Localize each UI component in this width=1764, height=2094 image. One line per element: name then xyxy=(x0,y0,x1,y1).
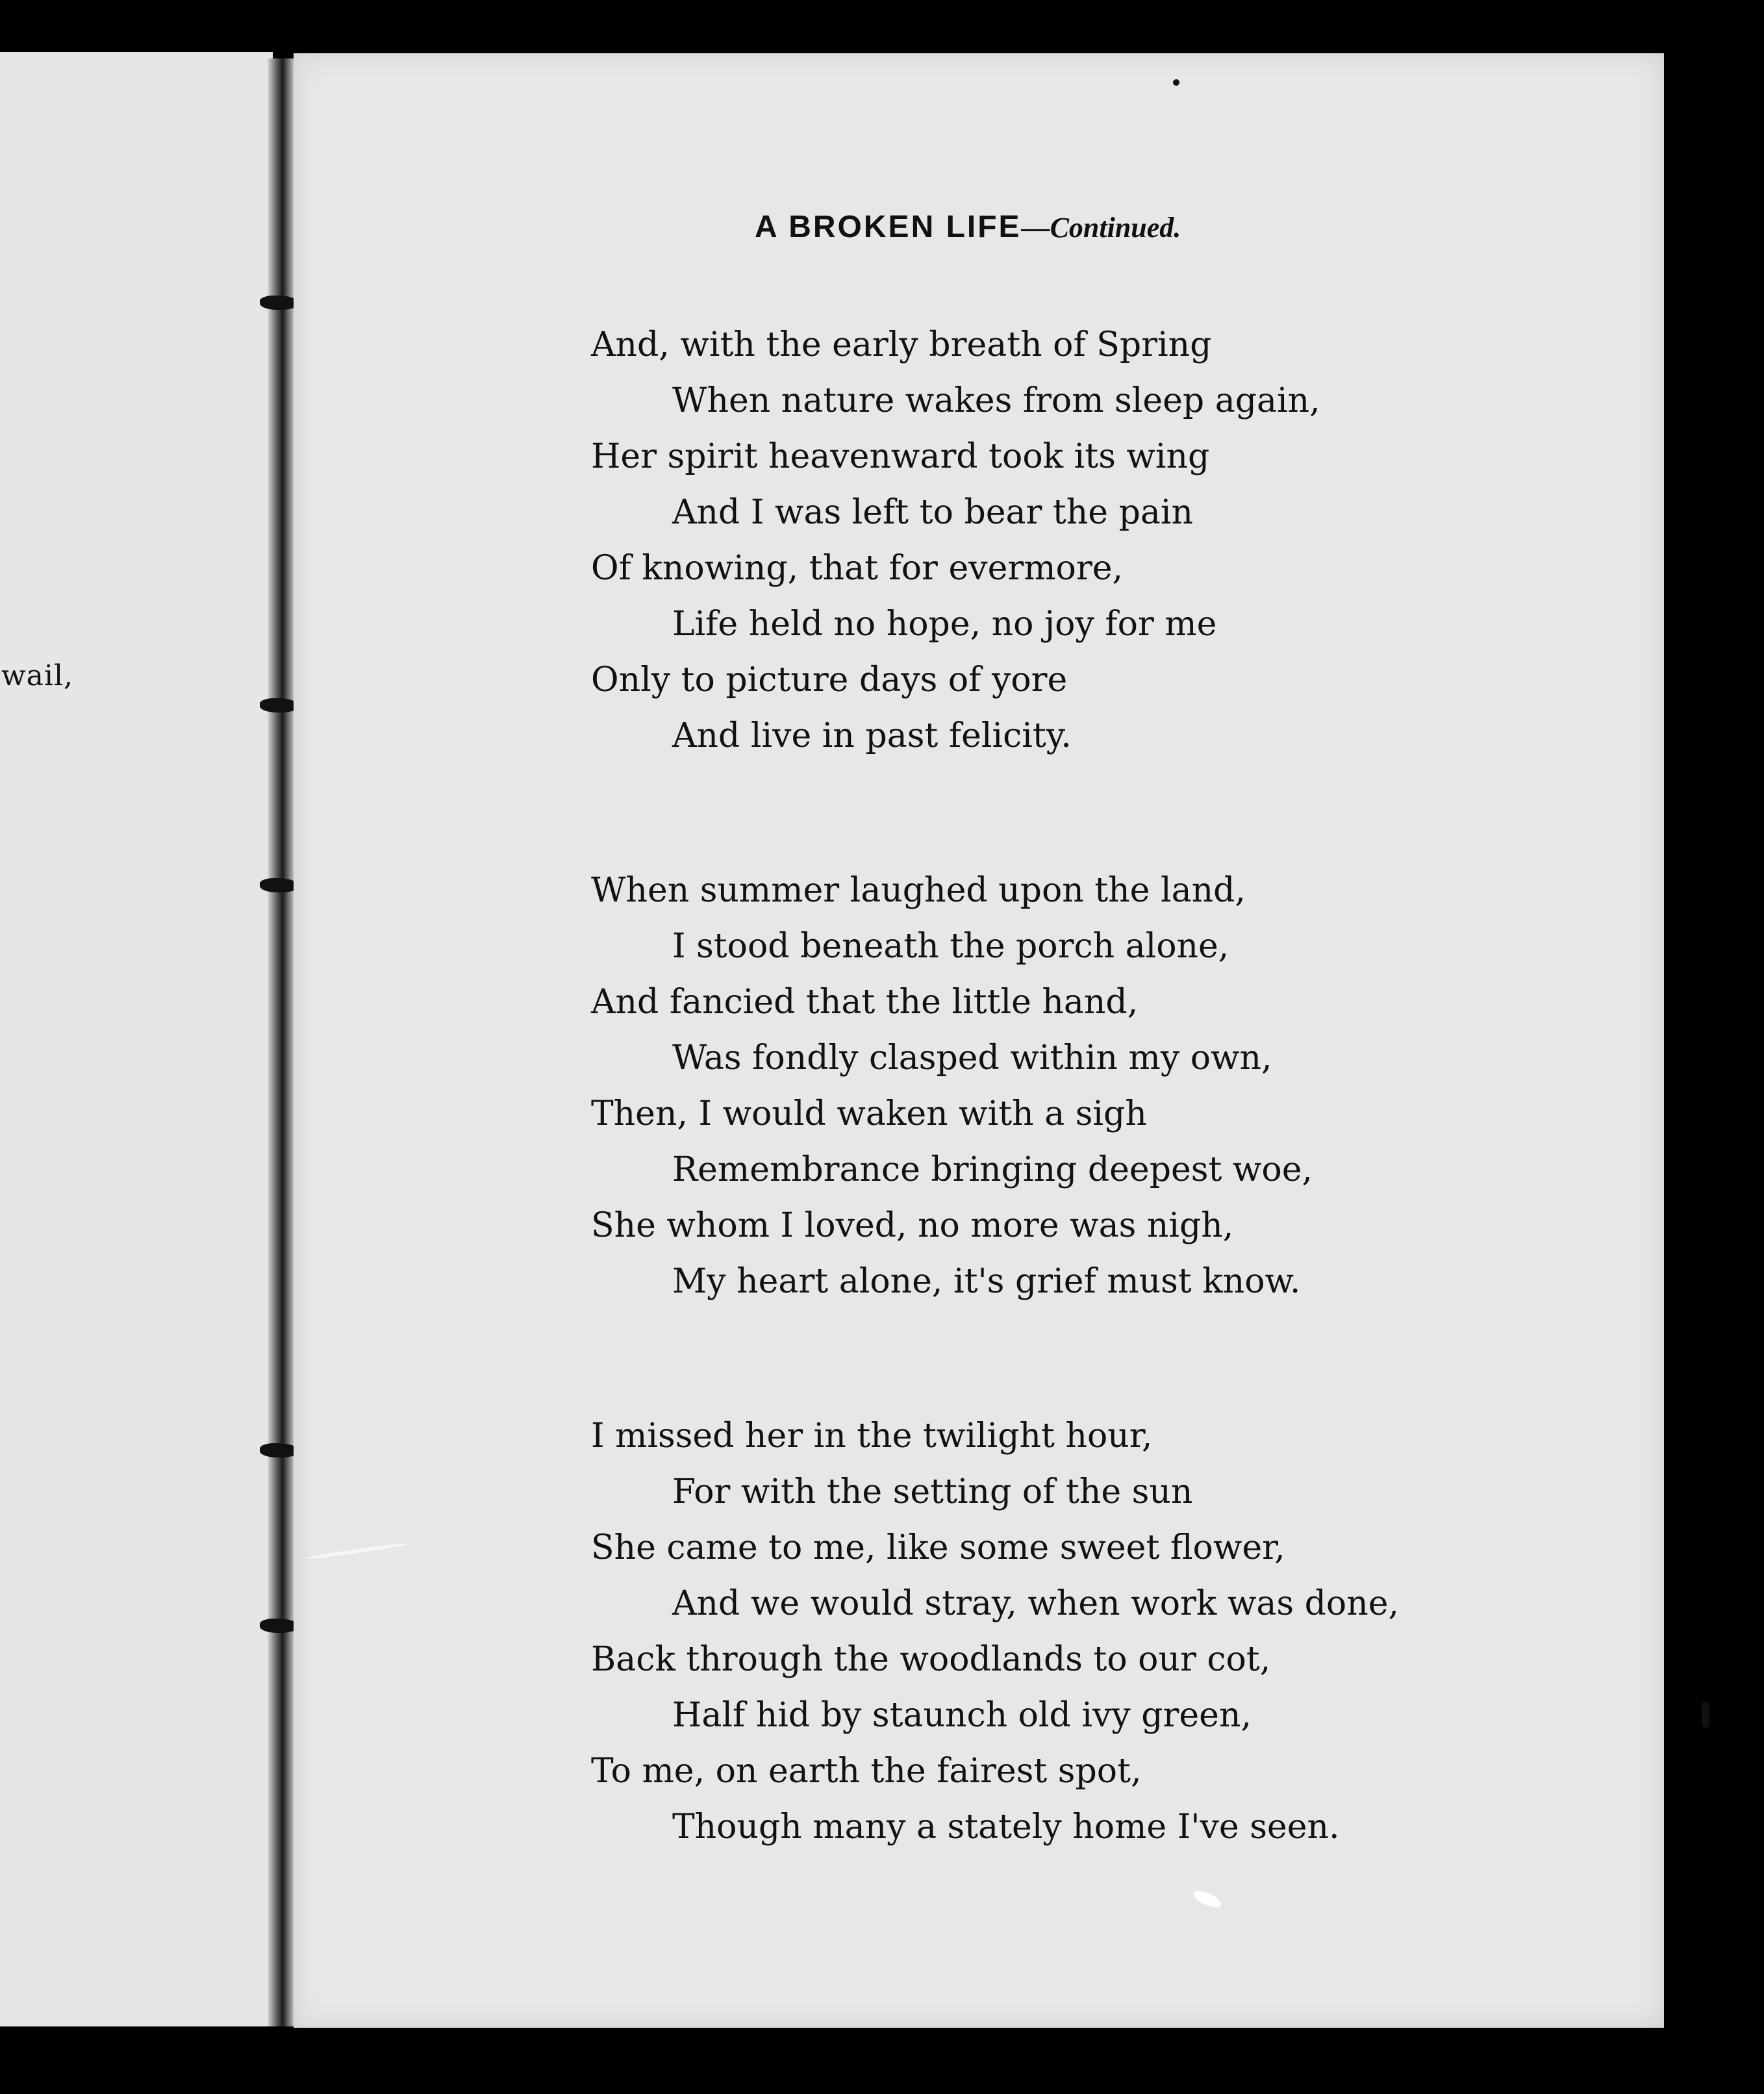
poem-line: And, with the early breath of Spring xyxy=(591,325,1212,364)
poem-line: When nature wakes from sleep again, xyxy=(672,381,1320,420)
poem-line: Life held no hope, no joy for me xyxy=(672,605,1217,644)
poem-line: Half hid by staunch old ivy green, xyxy=(672,1696,1252,1735)
poem-line: Then, I would waken with a sigh xyxy=(591,1094,1147,1133)
binding-stitch xyxy=(260,1443,299,1457)
poem-line: To me, on earth the fairest spot, xyxy=(591,1752,1142,1791)
poem-title: A BROKEN LIFE xyxy=(755,210,1022,244)
poem-line: And live in past felicity. xyxy=(672,716,1072,755)
binding-stitch xyxy=(260,698,299,713)
poem-line: And we would stray, when work was done, xyxy=(672,1584,1400,1623)
previous-page-edge-text: wail, xyxy=(1,659,74,692)
poem-line: Only to picture days of yore xyxy=(591,661,1068,700)
poem-body xyxy=(591,317,1617,1855)
poem-line: And I was left to bear the pain xyxy=(672,493,1194,532)
binding-stitch xyxy=(260,296,299,310)
poem-line: Remembrance bringing deepest woe, xyxy=(672,1150,1313,1189)
poem-line: Though many a stately home I've seen. xyxy=(672,1808,1340,1847)
poem-line: I stood beneath the porch alone, xyxy=(672,927,1229,966)
poem-line: Back through the woodlands to our cot, xyxy=(591,1640,1271,1679)
continued-label: —Continued. xyxy=(1021,212,1181,244)
poem-line: For with the setting of the sun xyxy=(672,1472,1193,1511)
poem-line: And fancied that the little hand, xyxy=(591,983,1139,1022)
previous-page-fragment xyxy=(0,52,273,2026)
poem-line: When summer laughed upon the land, xyxy=(591,871,1246,910)
binding-stitch xyxy=(260,1619,299,1633)
ink-speck xyxy=(1173,79,1179,86)
poem-line: She came to me, like some sweet flower, xyxy=(591,1528,1285,1567)
poem-line: She whom I loved, no more was nigh, xyxy=(591,1206,1234,1245)
ink-mark xyxy=(1702,1702,1709,1728)
poem-stanza xyxy=(591,317,1617,764)
poem-line: My heart alone, it's grief must know. xyxy=(672,1262,1301,1301)
poem-line: I missed her in the twilight hour, xyxy=(591,1417,1153,1456)
binding-stitch xyxy=(260,878,299,892)
poem-line: Of knowing, that for evermore, xyxy=(591,549,1123,588)
poem-line: Was fondly clasped within my own, xyxy=(672,1039,1272,1078)
page-heading xyxy=(755,209,1181,245)
poem-line: Her spirit heavenward took its wing xyxy=(591,437,1210,476)
poem-stanza xyxy=(591,863,1617,1309)
poem-stanza xyxy=(591,1408,1617,1855)
book-binding-gutter xyxy=(268,58,295,2026)
